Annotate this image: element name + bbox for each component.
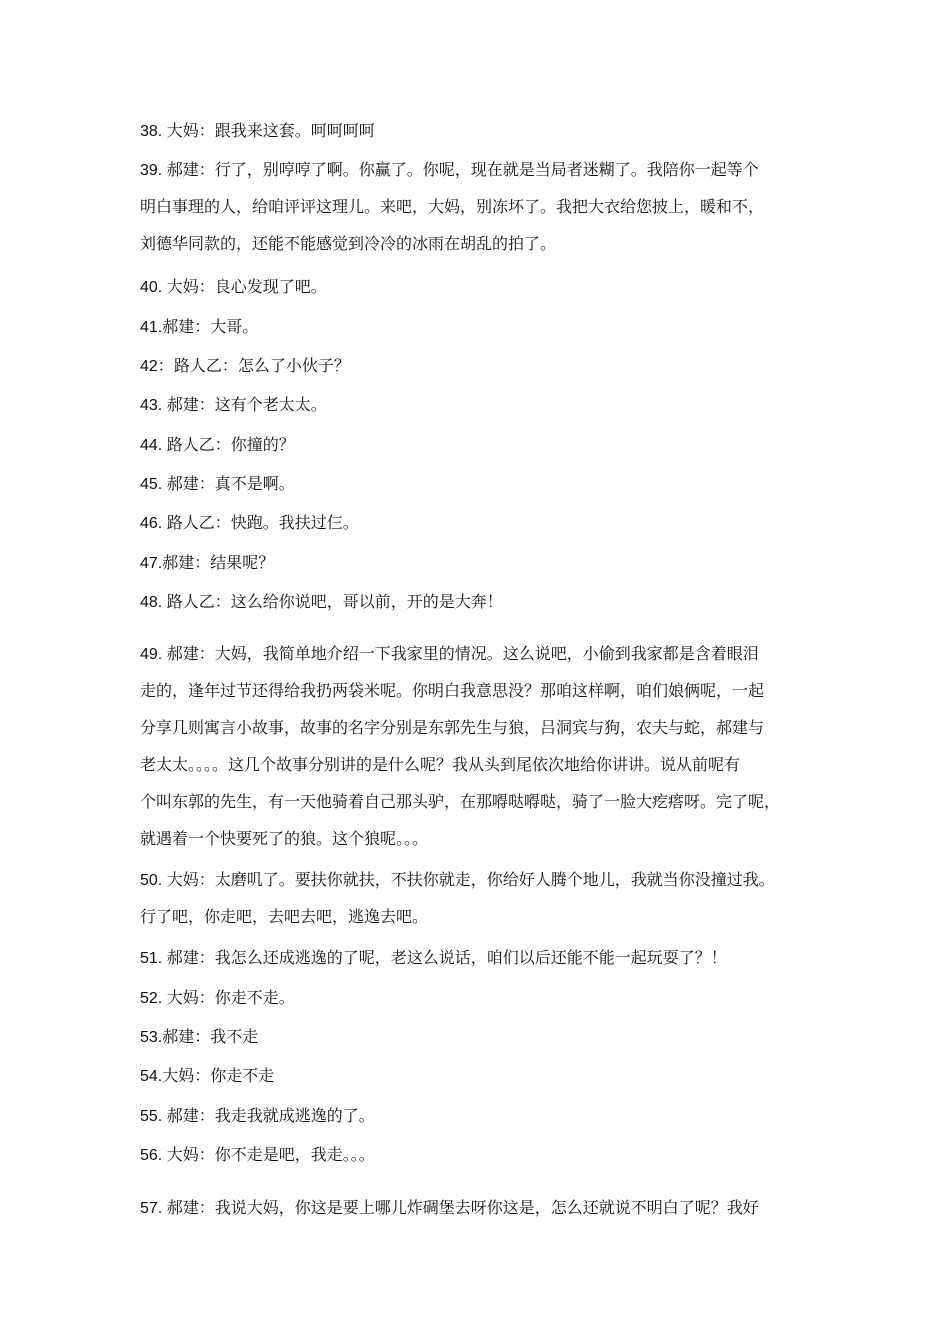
dialogue-line-46: 46. 路人乙：快跑。我扶过仨。 [140, 513, 359, 532]
dialogue-line-57: 57. 郝建：我说大妈，你这是要上哪儿炸碉堡去呀你这是，怎么还就说不明白了呢？我好 [140, 1198, 759, 1217]
dialogue-line-39-cont-1: 明白事理的人，给咱评评这理儿。来吧，大妈，别冻坏了。我把大衣给您披上，暖和不， [140, 197, 765, 216]
dialogue-line-39: 39. 郝建：行了，别哼哼了啊。你赢了。你呢，现在就是当局者迷糊了。我陪你一起等个 [140, 160, 759, 179]
dialogue-line-45: 45. 郝建：真不是啊。 [140, 474, 295, 493]
dialogue-line-49-cont-2: 分享几则寓言小故事，故事的名字分别是东郭先生与狼，吕洞宾与狗，农夫与蛇，郝建与 [140, 718, 765, 737]
dialogue-line-53: 53.郝建：我不走 [140, 1027, 259, 1046]
dialogue-line-42: 42：路人乙：怎么了小伙子？ [140, 356, 350, 375]
dialogue-line-54: 54.大妈：你走不走 [140, 1066, 275, 1085]
dialogue-line-44: 44. 路人乙：你撞的？ [140, 435, 295, 454]
dialogue-line-43: 43. 郝建：这有个老太太。 [140, 395, 327, 414]
dialogue-line-39-cont-2: 刘德华同款的，还能不能感觉到冷冷的冰雨在胡乱的拍了。 [140, 234, 557, 253]
dialogue-line-51: 51. 郝建：我怎么还成逃逸的了呢，老这么说话，咱们以后还能不能一起玩耍了？！ [140, 948, 727, 967]
dialogue-line-49-cont-3: 老太太。。。。这几个故事分别讲的是什么呢？我从头到尾依次地给你讲讲。说从前呢有 [140, 755, 741, 774]
dialogue-line-55: 55. 郝建：我走我就成逃逸的了。 [140, 1106, 375, 1125]
dialogue-line-49-cont-5: 就遇着一个快要死了的狼。这个狼呢。。。 [140, 829, 429, 848]
dialogue-line-50-cont-1: 行了吧，你走吧，去吧去吧，逃逸去吧。 [140, 907, 429, 926]
dialogue-line-47: 47.郝建：结果呢？ [140, 553, 275, 572]
dialogue-line-49-cont-4: 个叫东郭的先生，有一天他骑着自己那头驴，在那嘚哒嘚哒，骑了一脸大疙瘩呀。完了呢， [140, 792, 781, 811]
dialogue-line-50: 50. 大妈：太磨叽了。要扶你就扶，不扶你就走，你给好人腾个地儿，我就当你没撞过我。 [140, 870, 775, 889]
dialogue-line-52: 52. 大妈：你走不走。 [140, 988, 295, 1007]
dialogue-line-49: 49. 郝建：大妈，我简单地介绍一下我家里的情况。这么说吧，小偷到我家都是含着眼泪 [140, 644, 759, 663]
dialogue-line-49-cont-1: 走的，逢年过节还得给我扔两袋米呢。你明白我意思没？那咱这样啊，咱们娘俩呢，一起 [140, 681, 765, 700]
dialogue-line-38: 38. 大妈：跟我来这套。呵呵呵呵 [140, 121, 375, 140]
dialogue-line-48: 48. 路人乙：这么给你说吧，哥以前，开的是大奔！ [140, 592, 503, 611]
dialogue-line-56: 56. 大妈：你不走是吧，我走。。。 [140, 1145, 375, 1164]
dialogue-line-40: 40. 大妈：良心发现了吧。 [140, 277, 327, 296]
dialogue-line-41: 41.郝建：大哥。 [140, 317, 259, 336]
